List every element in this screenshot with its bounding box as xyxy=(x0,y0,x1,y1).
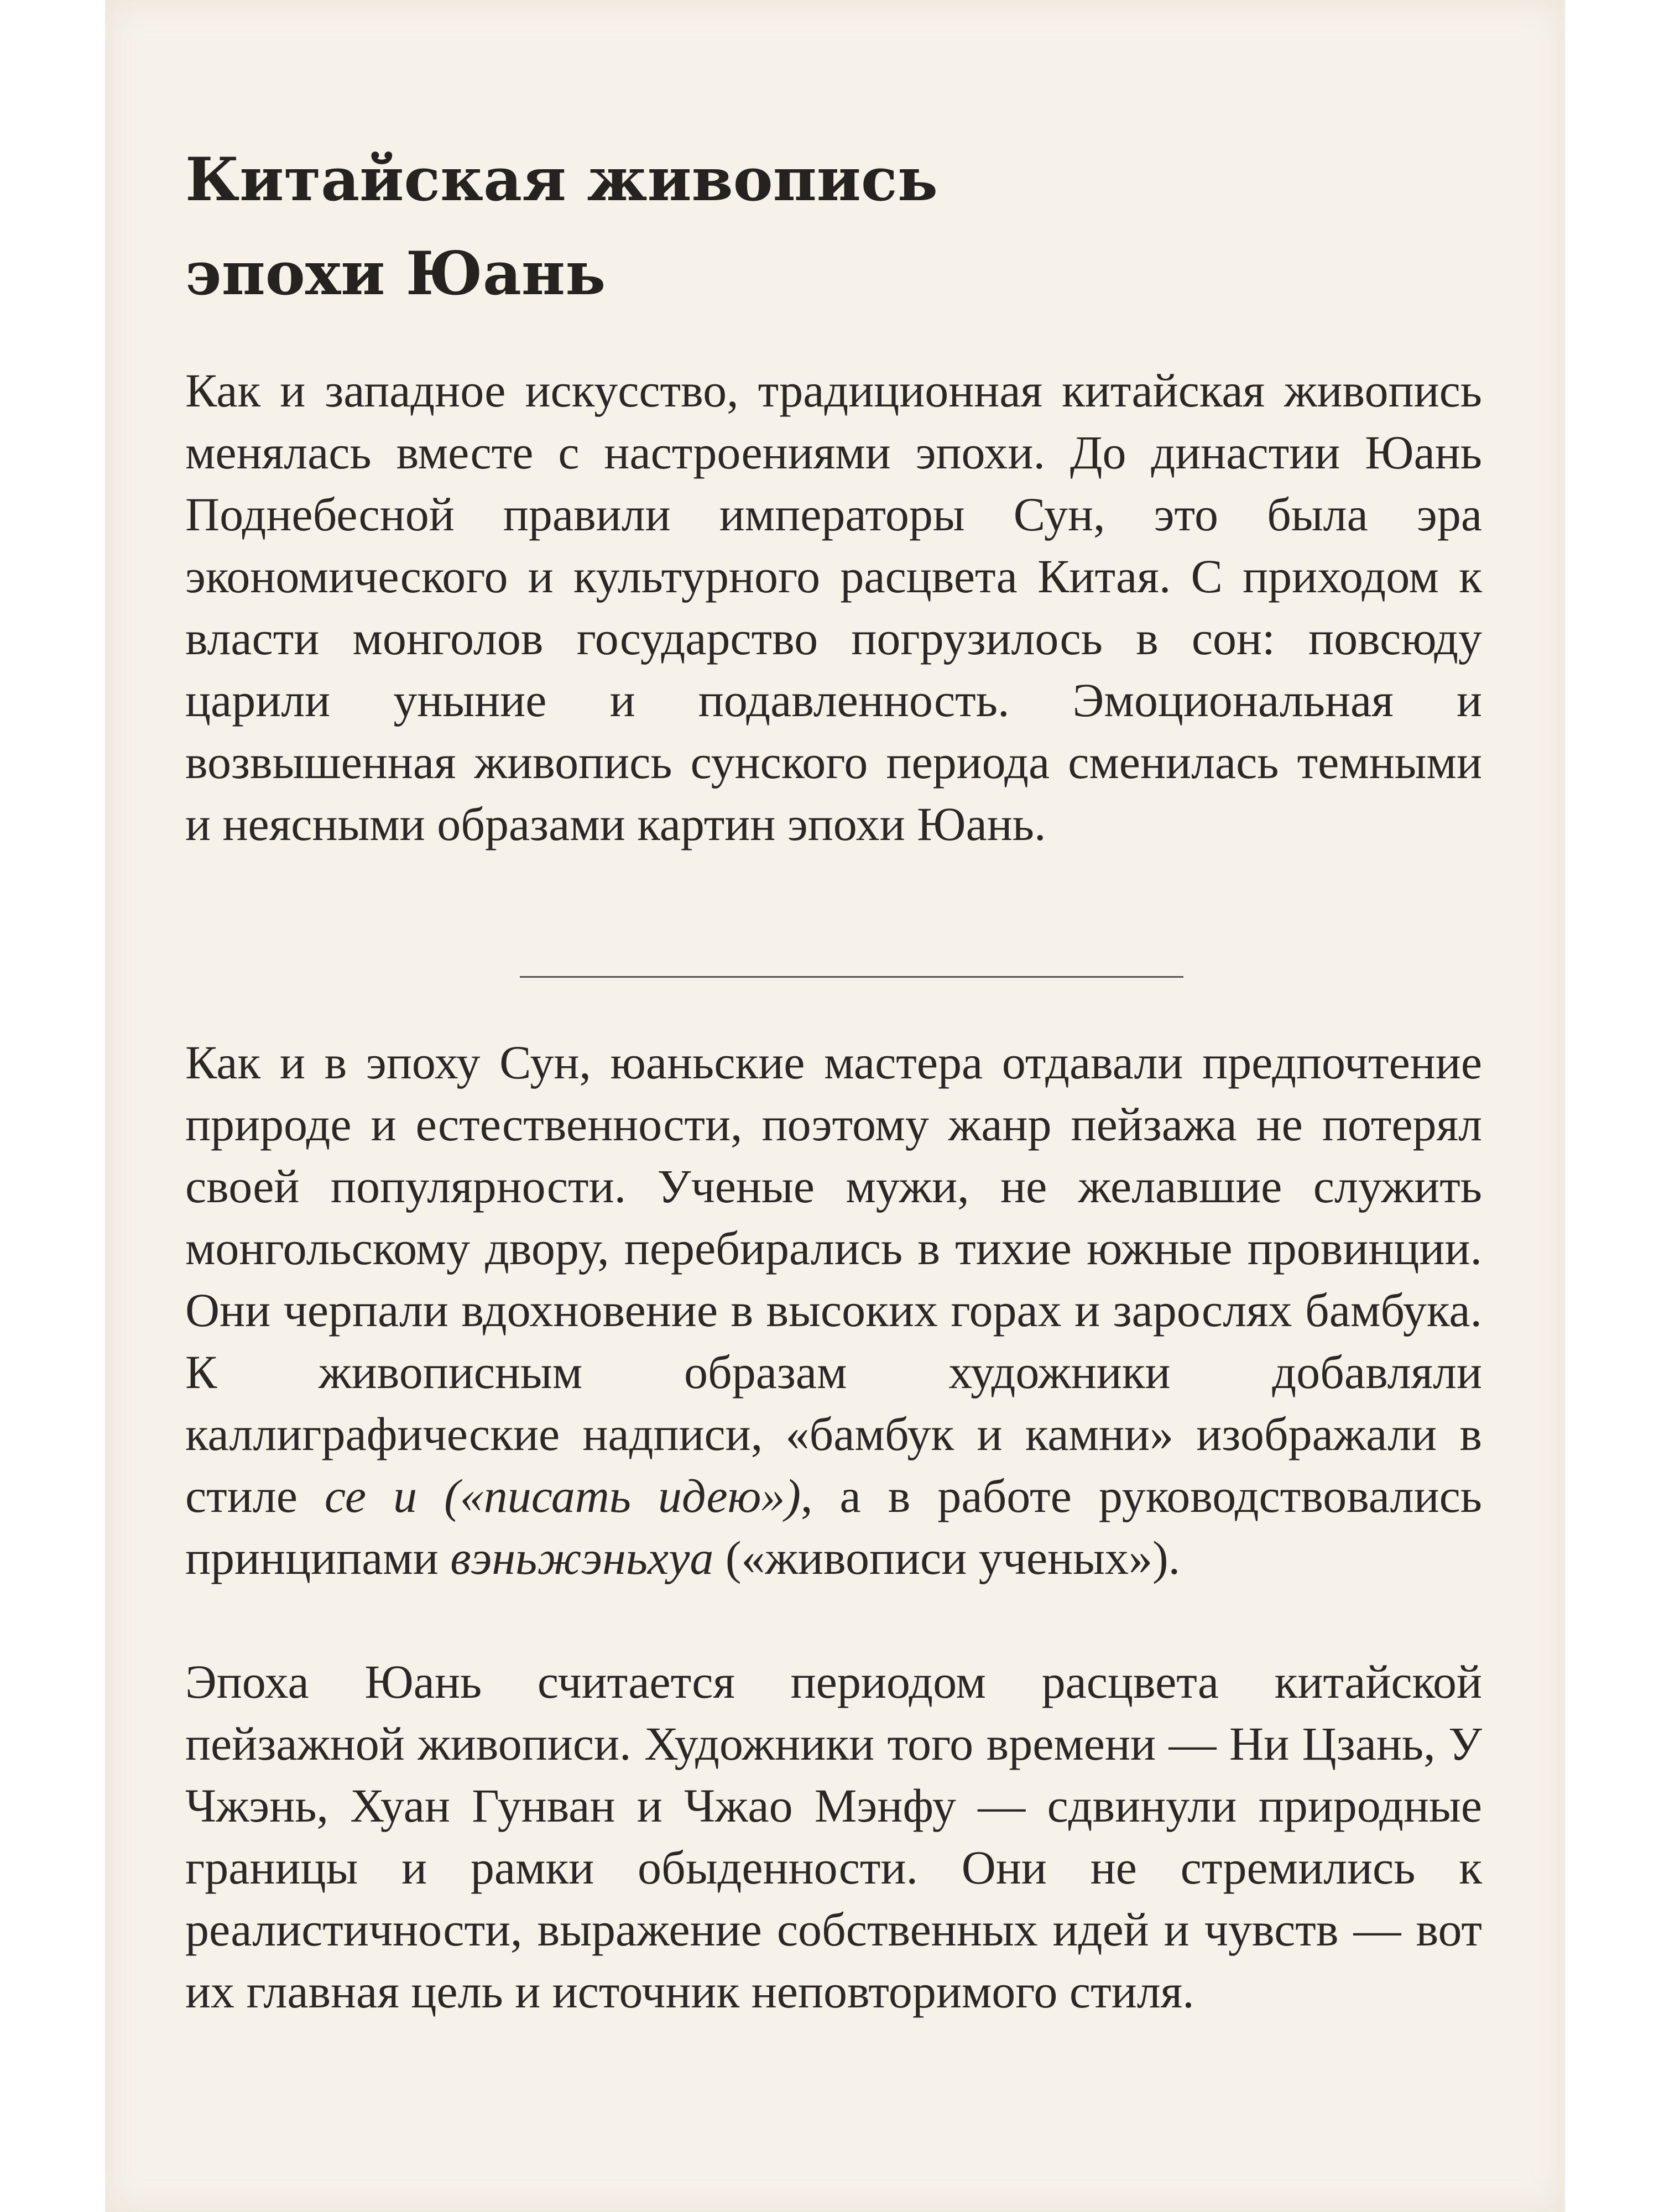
chapter-title-line-1: Китайская живопись xyxy=(185,145,938,215)
intro-paragraph: Как и западное искусство, традиционная китайская живопись менялась вместе с настроениями эпохи. До династии Юань Поднебесной правили императоры Сун, это была эра экономического и культурного расцвета Китая. С приходом к власти монголов государство погрузилось в сон: повсюду царили уныние и подавленность. Эмоциональная и возвышенная живопись сунского периода сменилась темными и неясными образами картин эпохи Юань. xyxy=(185,364,1482,851)
book-page xyxy=(105,0,1565,2212)
italic-term-se-i: се и («писать идею») xyxy=(324,1469,801,1522)
body-paragraph-landscape xyxy=(185,1031,1482,1589)
page-content xyxy=(185,133,1482,2018)
text-run: , а в работе руководствовались принципами xyxy=(185,1469,1482,1584)
chapter-title-line-2: эпохи Юань xyxy=(185,239,606,309)
text-run: («живописи ученых»). xyxy=(713,1531,1181,1584)
text-run: Как и в эпоху Сун, юаньские мастера отдавали предпочтение природе и естественности, поэтому жанр пейзажа не потерял своей популярности. Ученые мужи, не желавшие служить монгольскому двору, перебирались в тихие южные провинции. Они черпали вдохновение в высоких горах и зарослях бамбука. К живописным образам художники добавляли каллиграфические надписи, «бамбук и камни» изображали в стиле xyxy=(185,1036,1482,1522)
chapter-title xyxy=(185,133,1482,321)
body-paragraph-artists: Эпоха Юань считается периодом расцвета китайской пейзажной живописи. Художники того времени — Ни Цзань, У Чжэнь, Хуан Гунван и Чжао Мэнфу — сдвинули природные границы и рамки обыденности. Они не стремились к реалистичности, выражение собственных идей и чувств — вот их главная цель и источник неповторимого стиля. xyxy=(185,1655,1482,2018)
section-divider xyxy=(520,976,1183,978)
italic-term-wenrenhua: вэньжэньхуа xyxy=(450,1531,714,1584)
